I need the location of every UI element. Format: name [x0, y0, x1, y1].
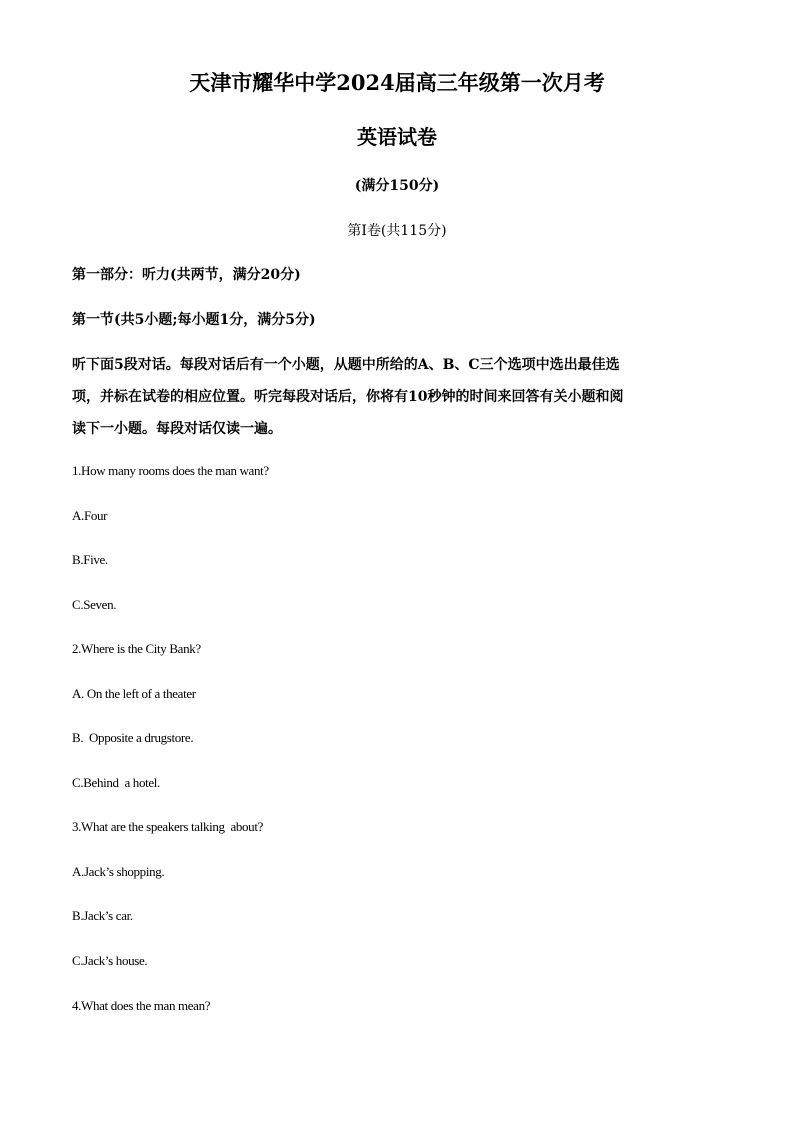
instructions-line: 读下一小题。每段对话仅读一遍。	[72, 421, 282, 437]
question-stem: 3.What are the speakers talking about?	[72, 819, 264, 834]
question-stem: 2.Where is the City Bank?	[72, 641, 201, 656]
answer-option: B. Opposite a drugstore.	[72, 730, 194, 745]
instructions-line: 项，并标在试卷的相应位置。听完每段对话后，你将有10秒钟的时间来回答有关小题和阅	[72, 389, 624, 405]
part-heading: 第一部分：听力(共两节，满分20分)	[72, 267, 301, 283]
question-stem: 1.How many rooms does the man want?	[72, 463, 269, 478]
answer-option: A.Jack’s shopping.	[72, 864, 165, 879]
answer-option: C.Jack’s house.	[72, 953, 148, 968]
answer-option: B.Five.	[72, 552, 108, 567]
full-score-note: (满分150分)	[354, 178, 440, 194]
answer-option: C.Behind a hotel.	[72, 775, 160, 790]
instructions-line: 听下面5段对话。每段对话后有一个小题，从题中所给的A、B、C三个选项中选出最佳选	[72, 357, 620, 373]
exam-title: 天津市耀华中学2024届高三年级第一次月考	[189, 70, 605, 95]
exam-subtitle: 英语试卷	[357, 125, 437, 149]
answer-option: C.Seven.	[72, 597, 117, 612]
answer-option: B.Jack’s car.	[72, 908, 133, 923]
question-stem: 4.What does the man mean?	[72, 998, 211, 1013]
listening-instructions	[72, 349, 722, 445]
answer-option: A.Four	[72, 508, 108, 523]
section-heading: 第一节(共5小题;每小题1分，满分5分)	[72, 312, 316, 328]
volume-heading: 第I卷(共115分)	[347, 223, 447, 239]
answer-option: A. On the left of a theater	[72, 686, 196, 701]
